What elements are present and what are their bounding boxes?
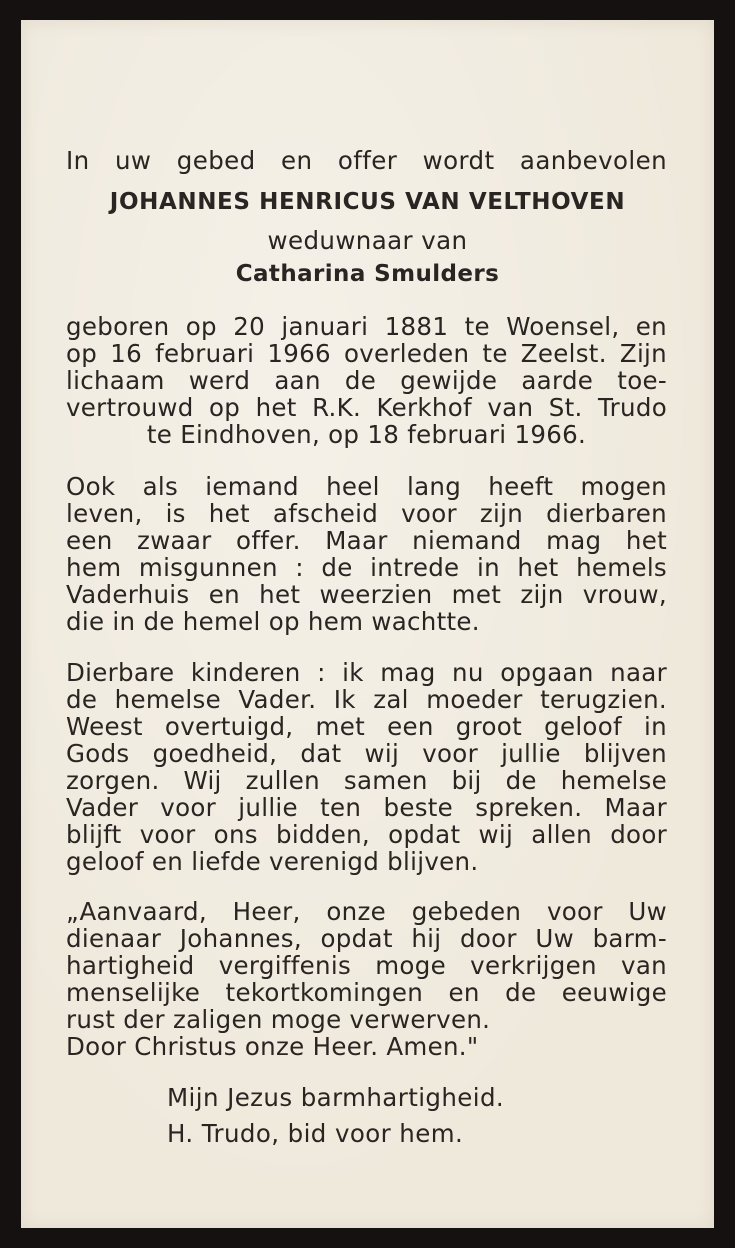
text-line: Dierbare kinderen : ik mag nu opgaan naar xyxy=(66,659,667,686)
spouse-name: Catharina Smulders xyxy=(235,261,500,287)
deceased-name: JOHANNES HENRICUS VAN VELTHOVEN xyxy=(109,189,626,215)
text-line: zorgen. Wij zullen samen bij de hemelse xyxy=(66,767,667,794)
text-line: Gods goedheid, dat wij voor jullie blijven xyxy=(66,740,667,767)
text-line: hem misgunnen : de intrede in het hemels xyxy=(66,554,667,581)
paragraph-prayer xyxy=(66,898,667,1060)
text-line: geboren op 20 januari 1881 te Woensel, en xyxy=(66,313,667,340)
text-line: dienaar Johannes, opdat hij door Uw barm- xyxy=(66,925,667,952)
text-line: geloof en liefde verenigd blijven. xyxy=(66,848,479,875)
text-line: rust der zaligen moge verwerven. xyxy=(66,1006,491,1033)
text-line: vertrouwd op het R.K. Kerkhof van St. Trudo xyxy=(66,394,667,421)
text-line: Door Christus onze Heer. Amen." xyxy=(66,1033,479,1060)
text-line: Vaderhuis en het weerzien met zijn vrouw, xyxy=(66,581,667,608)
text-line: een zwaar offer. Maar niemand mag het xyxy=(66,527,667,554)
text-line: die in de hemel op hem wachtte. xyxy=(66,608,480,635)
text-line: leven, is het afscheid voor zijn dierbaren xyxy=(66,500,667,527)
text-line: blijft voor ons bidden, opdat wij allen door xyxy=(66,821,667,848)
text-line: „Aanvaard, Heer, onze gebeden voor Uw xyxy=(66,898,667,925)
paragraph-farewell xyxy=(66,473,667,635)
intro-line: In uw gebed en offer wordt aanbevolen xyxy=(66,147,667,174)
relation-line: weduwnaar van xyxy=(267,226,468,255)
closing-prayer: H. Trudo, bid voor hem. xyxy=(167,1119,464,1148)
text-line: Ook als iemand heel lang heeft mogen xyxy=(66,473,667,500)
closing-invocation: Mijn Jezus barmhartigheid. xyxy=(167,1083,505,1112)
text-line: Weest overtuigd, met een groot geloof in xyxy=(66,713,667,740)
text-line: Vader voor jullie ten beste spreken. Maar xyxy=(66,794,667,821)
text-line: te Eindhoven, op 18 februari 1966. xyxy=(146,421,587,448)
text-line: menselijke tekortkomingen en de eeuwige xyxy=(66,979,667,1006)
paragraph-children xyxy=(66,659,667,875)
paragraph-birth-death xyxy=(66,313,667,448)
text-line: lichaam werd aan de gewijde aarde toe- xyxy=(66,367,667,394)
text-line: de hemelse Vader. Ik zal moeder terugzien. xyxy=(66,686,667,713)
text-line: op 16 februari 1966 overleden te Zeelst. Zijn xyxy=(66,340,667,367)
text-line: hartigheid vergiffenis moge verkrijgen van xyxy=(66,952,667,979)
